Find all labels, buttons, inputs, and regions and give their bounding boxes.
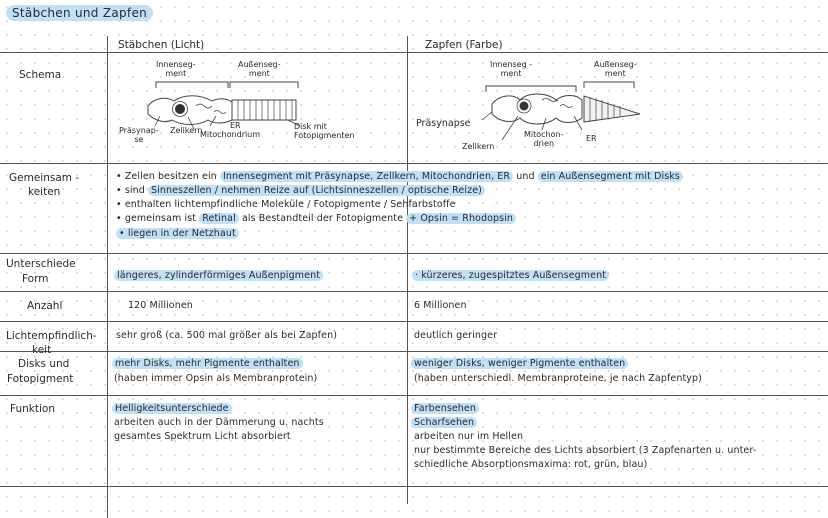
row-label-gemeinsamkeiten: keiten bbox=[28, 186, 61, 198]
row-divider bbox=[0, 163, 828, 164]
row-label-unterschiede: Unterschiede bbox=[6, 258, 76, 270]
common-line-5: • liegen in der Netzhaut bbox=[116, 228, 239, 239]
row-label-schema: Schema bbox=[19, 69, 62, 81]
form-cones: · kürzeres, zugespitztes Außensegment bbox=[412, 270, 609, 281]
rod-label-praesynapse: Präsynap- se bbox=[119, 126, 159, 144]
funktion-cones-5: schiedliche Absorptionsmaxima: rot, grün, blau) bbox=[414, 459, 648, 470]
funktion-cones-4: nur bestimmte Bereiche des Lichts absorbiert (3 Zapfenarten u. unter- bbox=[414, 445, 757, 456]
disks-cones-1: weniger Disks, weniger Pigmente enthalten bbox=[411, 358, 628, 369]
anzahl-cones: 6 Millionen bbox=[414, 300, 467, 311]
funktion-cones-2: Scharfsehen bbox=[411, 417, 477, 428]
cone-label-er: ER bbox=[586, 134, 597, 143]
row-divider bbox=[0, 253, 828, 254]
funktion-rods-3: gesamtes Spektrum Licht absorbiert bbox=[114, 431, 291, 442]
common-line-4: • gemeinsam ist Retinal als Bestandteil der Fotopigmente + Opsin = Rhodopsin bbox=[116, 213, 516, 224]
cone-label-praesynapse: Präsynapse bbox=[416, 118, 471, 129]
row-divider bbox=[0, 321, 828, 322]
common-line-3: • enthalten lichtempfindliche Moleküle / Fotopigmente / Sehfarbstoffe bbox=[116, 199, 456, 210]
anzahl-rods: 120 Millionen bbox=[128, 300, 193, 311]
row-label-lichtempfindlichkeit: keit bbox=[32, 344, 52, 356]
row-divider bbox=[0, 291, 828, 292]
cone-label-aussensegment: Außenseg- ment bbox=[594, 60, 637, 78]
column-divider bbox=[407, 36, 408, 504]
rod-label-aussensegment: Außenseg- ment bbox=[238, 60, 281, 78]
rod-label-zellkern: Zellkern bbox=[170, 126, 203, 135]
row-label-disks: Fotopigment bbox=[7, 373, 74, 385]
row-divider bbox=[0, 52, 828, 53]
licht-cones: deutlich geringer bbox=[414, 330, 498, 341]
licht-rods: sehr groß (ca. 500 mal größer als bei Zapfen) bbox=[116, 330, 337, 341]
common-line-1: • Zellen besitzen ein Innensegment mit Präsynapse, Zellkern, Mitochondrien, ER und ein Außensegment mit Disks bbox=[116, 171, 683, 182]
funktion-rods-1: Helligkeitsunterschiede bbox=[112, 403, 232, 414]
row-divider bbox=[0, 351, 828, 352]
page-title: Stäbchen und Zapfen bbox=[6, 5, 153, 21]
cone-label-zellkern: Zellkern bbox=[462, 142, 495, 151]
funktion-rods-2: arbeiten auch in der Dämmerung u. nachts bbox=[114, 417, 324, 428]
row-label-anzahl: Anzahl bbox=[27, 300, 63, 312]
row-label-gemeinsamkeiten: Gemeinsam - bbox=[9, 172, 80, 184]
row-label-funktion: Funktion bbox=[10, 403, 55, 415]
funktion-cones-1: Farbensehen bbox=[411, 403, 479, 414]
row-label-disks: Disks und bbox=[18, 358, 70, 370]
rod-label-er: ER bbox=[230, 121, 241, 130]
column-header-rods: Stäbchen (Licht) bbox=[118, 39, 205, 51]
disks-cones-2: (haben unterschiedl. Membranproteine, je nach Zapfentyp) bbox=[414, 373, 702, 384]
funktion-cones-3: arbeiten nur im Hellen bbox=[414, 431, 524, 442]
column-divider bbox=[107, 36, 108, 518]
rod-label-innensegment: Innenseg- ment bbox=[156, 60, 196, 78]
disks-rods-2: (haben immer Opsin als Membranprotein) bbox=[114, 373, 318, 384]
row-divider bbox=[0, 395, 828, 396]
row-divider bbox=[0, 486, 828, 487]
row-label-form: Form bbox=[22, 273, 49, 285]
cone-label-innensegment: Innenseg - ment bbox=[490, 60, 533, 78]
common-line-2: • sind Sinneszellen / nehmen Reize auf (Lichtsinneszellen / optische Reize) bbox=[116, 185, 485, 196]
row-label-lichtempfindlichkeit: Lichtempfindlich- bbox=[6, 330, 97, 342]
column-header-cones: Zapfen (Farbe) bbox=[425, 39, 503, 51]
form-rods: längeres, zylinderförmiges Außenpigment bbox=[114, 270, 323, 281]
disks-rods-1: mehr Disks, mehr Pigmente enthalten bbox=[112, 358, 303, 369]
rod-label-disk: Disk mit Fotopigmenten bbox=[294, 122, 355, 140]
rod-label-mitochondrium: Mitochondrium bbox=[200, 130, 261, 139]
cone-label-mitochondrien: Mitochon- drien bbox=[524, 130, 564, 148]
